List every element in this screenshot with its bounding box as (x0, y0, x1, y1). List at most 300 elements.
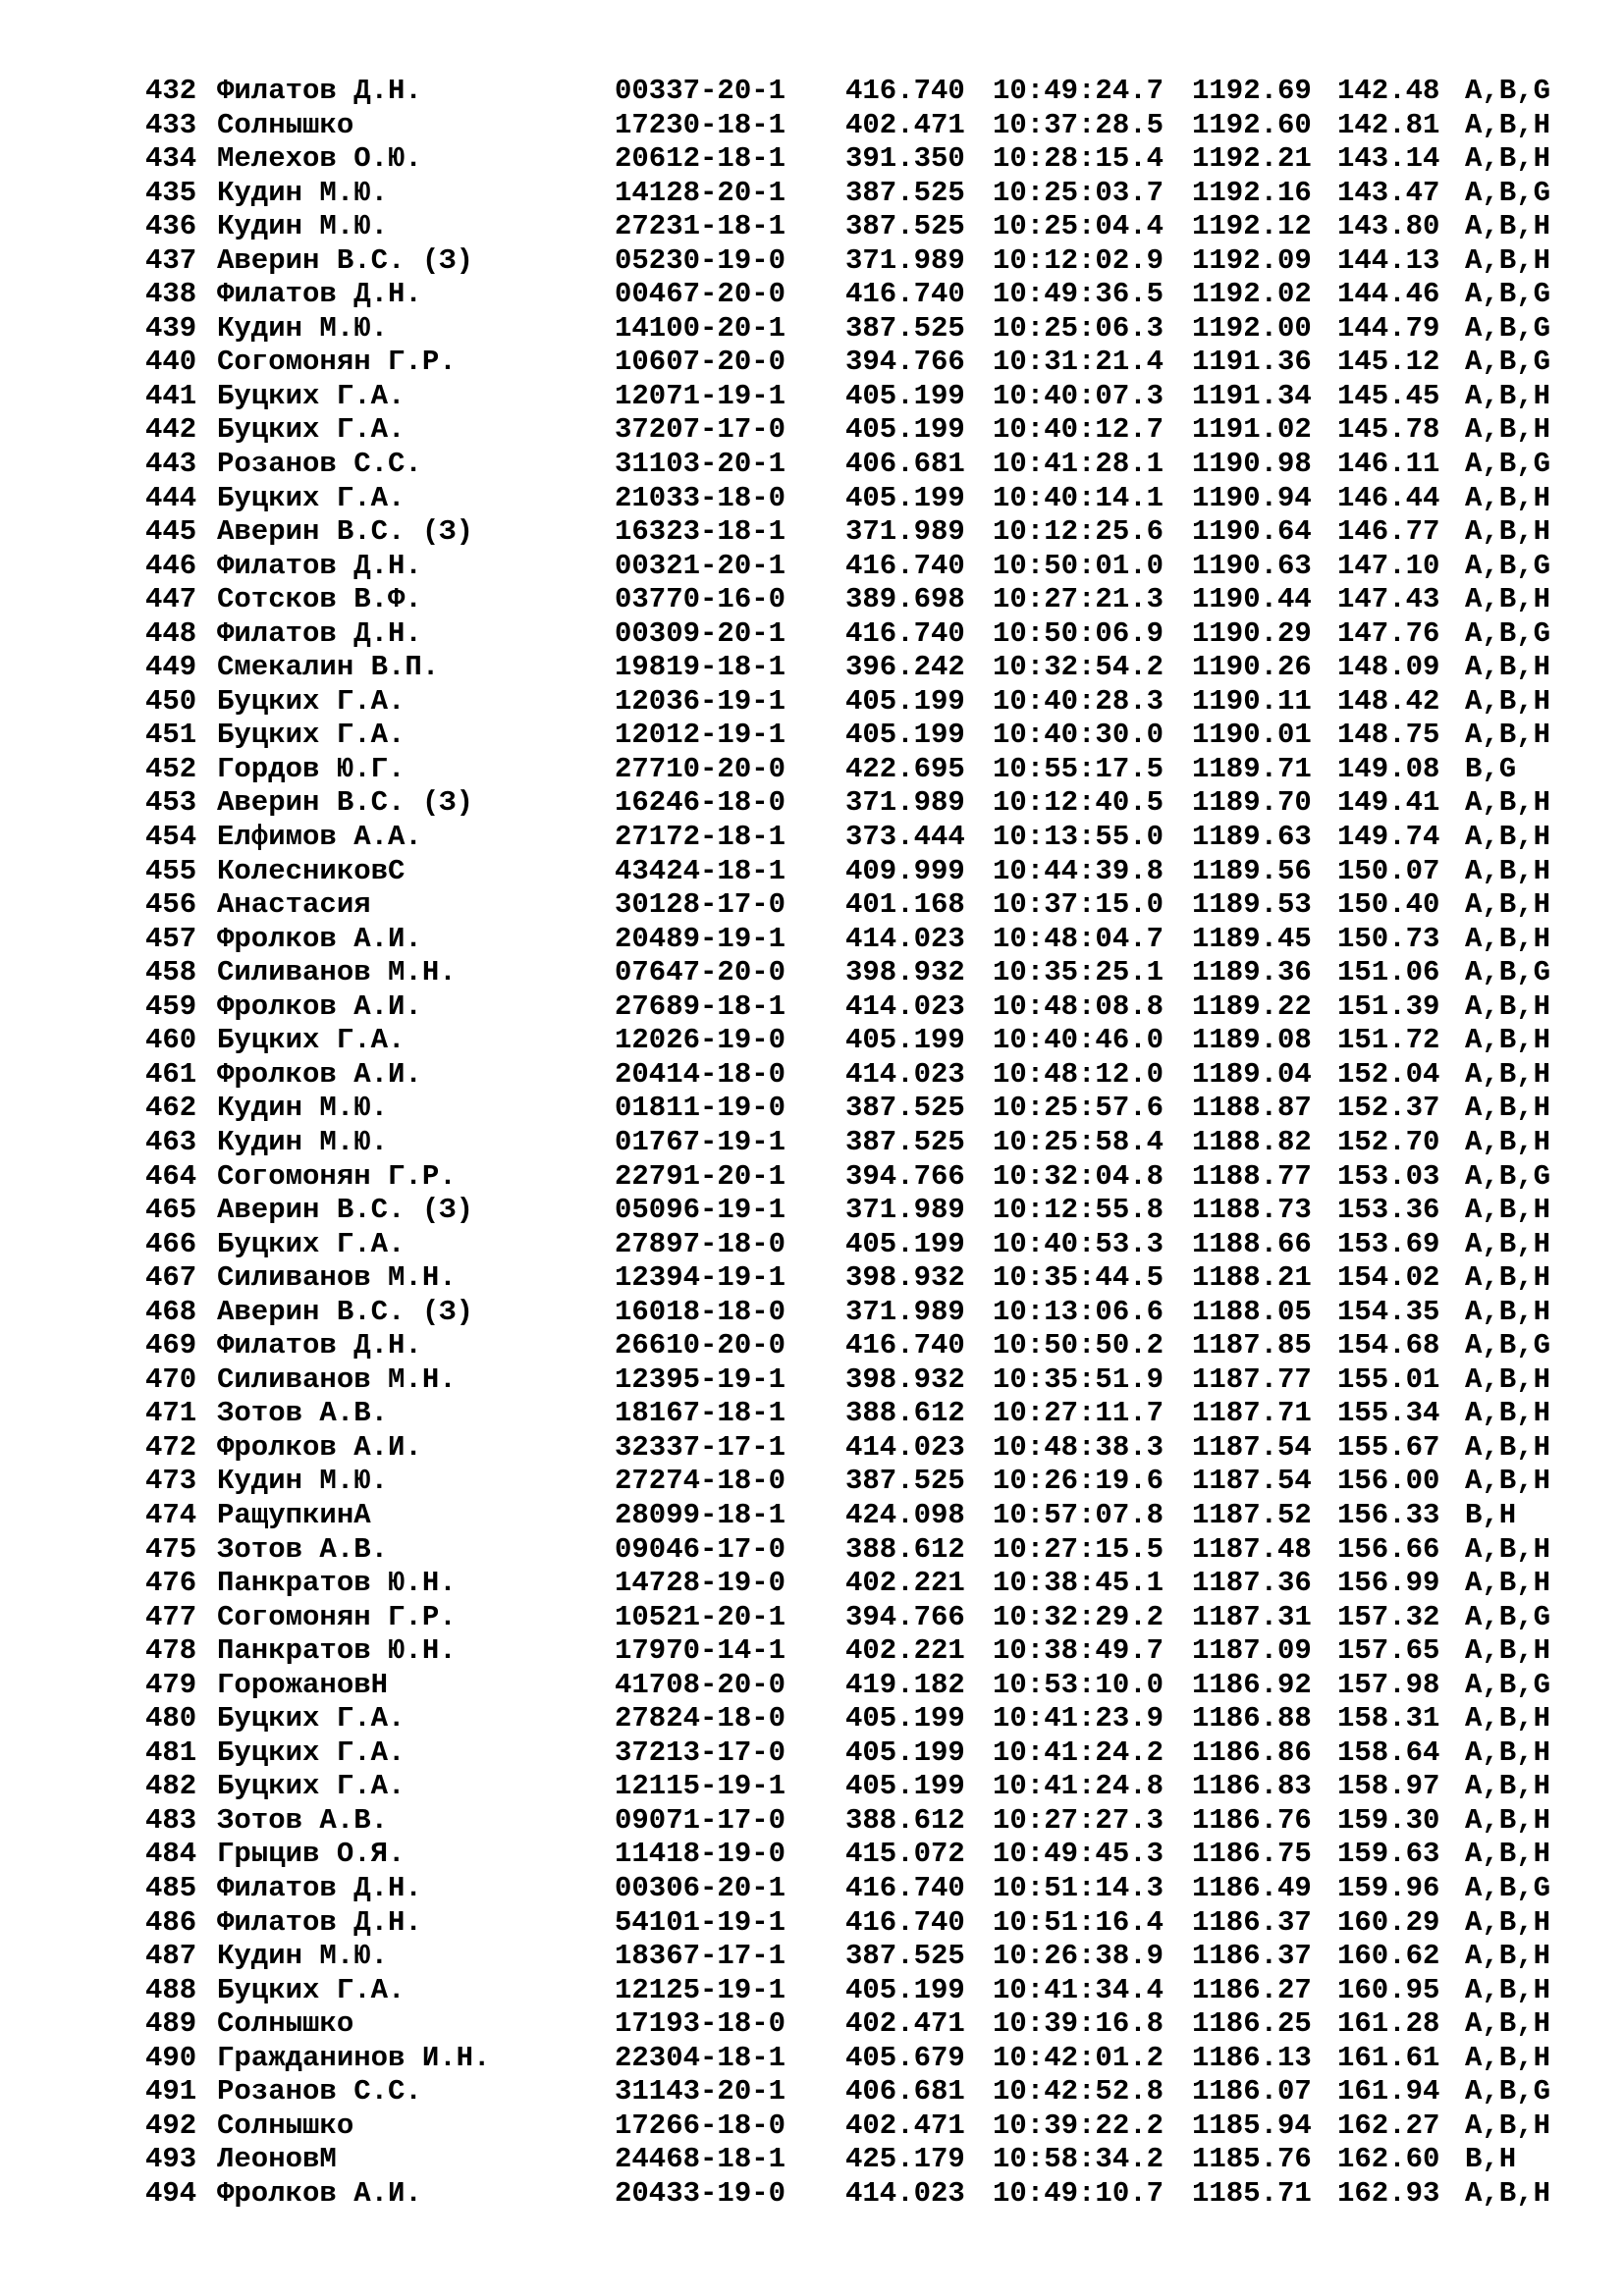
row-speed: 1188.66 (1192, 1227, 1312, 1260)
row-place: 446 (145, 549, 197, 582)
row-coef: 145.12 (1337, 346, 1440, 379)
row-time: 10:27:21.3 (993, 583, 1164, 616)
row-distance: 406.681 (845, 2075, 965, 2109)
row-time: 10:41:23.9 (993, 1702, 1164, 1735)
row-time: 10:27:11.7 (993, 1397, 1164, 1430)
row-name: Филатов Д.Н. (217, 75, 422, 107)
row-groups: A,B,H (1465, 1702, 1551, 1735)
row-place: 454 (145, 821, 197, 854)
row-ring: 05230-19-0 (615, 243, 786, 277)
row-speed: 1186.86 (1192, 1735, 1312, 1769)
row-time: 10:58:34.2 (993, 2143, 1164, 2176)
row-coef: 160.62 (1337, 1940, 1440, 1973)
row-time: 10:57:07.8 (993, 1498, 1164, 1531)
table-row (145, 855, 1550, 889)
table-row (145, 923, 1550, 957)
row-speed: 1187.77 (1192, 1362, 1312, 1396)
row-name: Елфимов А.А. (217, 821, 422, 854)
row-groups: A,B,H (1465, 2007, 1551, 2041)
table-row (145, 177, 1550, 211)
row-place: 458 (145, 956, 197, 989)
row-time: 10:40:46.0 (993, 1024, 1164, 1057)
row-ring: 37207-17-0 (615, 413, 786, 447)
row-place: 476 (145, 1567, 197, 1600)
row-groups: A,B,H (1465, 1261, 1551, 1295)
row-coef: 156.99 (1337, 1567, 1440, 1600)
row-place: 481 (145, 1735, 197, 1769)
row-groups: A,B,H (1465, 1092, 1551, 1125)
table-row (145, 1363, 1550, 1398)
row-groups: A,B,H (1465, 1567, 1551, 1600)
row-distance: 402.471 (845, 2007, 965, 2041)
row-coef: 147.10 (1337, 549, 1440, 582)
table-row (145, 109, 1550, 143)
row-time: 10:40:12.7 (993, 413, 1164, 447)
row-ring: 12125-19-1 (615, 1973, 786, 2006)
table-row (145, 821, 1550, 855)
row-coef: 151.39 (1337, 989, 1440, 1023)
row-name: Кудин М.Ю. (217, 1092, 389, 1125)
row-place: 475 (145, 1532, 197, 1566)
row-coef: 156.66 (1337, 1532, 1440, 1566)
row-coef: 145.45 (1337, 379, 1440, 412)
row-place: 455 (145, 854, 197, 887)
row-ring: 14100-20-1 (615, 311, 786, 345)
row-distance: 405.199 (845, 1227, 965, 1260)
row-coef: 162.93 (1337, 2176, 1440, 2210)
row-place: 479 (145, 1668, 197, 1701)
row-speed: 1188.77 (1192, 1159, 1312, 1193)
table-row (145, 1669, 1550, 1703)
row-place: 485 (145, 1871, 197, 1904)
row-groups: A,B,G (1465, 2075, 1551, 2109)
row-speed: 1186.27 (1192, 1973, 1312, 2006)
row-ring: 54101-19-1 (615, 1905, 786, 1939)
row-distance: 389.698 (845, 583, 965, 616)
row-ring: 00306-20-1 (615, 1871, 786, 1904)
row-distance: 406.681 (845, 448, 965, 481)
row-place: 488 (145, 1973, 197, 2006)
table-row (145, 448, 1550, 482)
table-row (145, 1601, 1550, 1635)
row-coef: 152.70 (1337, 1125, 1440, 1158)
row-time: 10:25:58.4 (993, 1125, 1164, 1158)
row-place: 487 (145, 1940, 197, 1973)
row-groups: A,B,H (1465, 719, 1551, 752)
table-row (145, 1296, 1550, 1330)
row-distance: 424.098 (845, 1498, 965, 1531)
row-distance: 387.525 (845, 1092, 965, 1125)
row-coef: 142.81 (1337, 108, 1440, 141)
row-place: 440 (145, 346, 197, 379)
row-speed: 1190.11 (1192, 684, 1312, 718)
row-groups: A,B,G (1465, 1329, 1551, 1362)
row-distance: 402.471 (845, 108, 965, 141)
row-name: ЛеоновМ (217, 2143, 337, 2176)
table-row (145, 142, 1550, 177)
row-distance: 396.242 (845, 651, 965, 684)
table-row (145, 312, 1550, 347)
row-place: 472 (145, 1430, 197, 1464)
row-speed: 1190.01 (1192, 719, 1312, 752)
table-row (145, 1567, 1550, 1601)
row-time: 10:39:16.8 (993, 2007, 1164, 2041)
row-coef: 146.11 (1337, 448, 1440, 481)
row-time: 10:49:24.7 (993, 75, 1164, 107)
table-row (145, 1329, 1550, 1363)
row-ring: 19819-18-1 (615, 651, 786, 684)
row-speed: 1187.31 (1192, 1600, 1312, 1633)
row-name: Кудин М.Ю. (217, 176, 389, 209)
row-coef: 162.27 (1337, 2109, 1440, 2142)
row-name: Согомонян Г.Р. (217, 1600, 457, 1633)
row-name: Филатов Д.Н. (217, 1905, 422, 1939)
row-name: Кудин М.Ю. (217, 1940, 389, 1973)
row-coef: 142.48 (1337, 75, 1440, 107)
row-groups: A,B,H (1465, 583, 1551, 616)
row-ring: 24468-18-1 (615, 2143, 786, 2176)
row-name: Панкратов Ю.Н. (217, 1567, 457, 1600)
row-name: Буцких Г.А. (217, 1702, 406, 1735)
row-coef: 155.34 (1337, 1397, 1440, 1430)
table-row (145, 346, 1550, 380)
row-time: 10:40:07.3 (993, 379, 1164, 412)
row-ring: 17193-18-0 (615, 2007, 786, 2041)
row-place: 466 (145, 1227, 197, 1260)
row-distance: 416.740 (845, 75, 965, 107)
row-place: 484 (145, 1838, 197, 1871)
row-distance: 401.168 (845, 888, 965, 922)
row-time: 10:40:28.3 (993, 684, 1164, 718)
row-name: Кудин М.Ю. (217, 1125, 389, 1158)
row-place: 441 (145, 379, 197, 412)
table-row (145, 990, 1550, 1025)
row-place: 453 (145, 786, 197, 820)
table-row (145, 380, 1550, 414)
table-row (145, 413, 1550, 448)
table-row (145, 1906, 1550, 1941)
row-ring: 12026-19-0 (615, 1024, 786, 1057)
row-name: Аверин В.С. (З) (217, 786, 474, 820)
row-ring: 11418-19-0 (615, 1838, 786, 1871)
row-name: Фролков А.И. (217, 1057, 422, 1091)
row-distance: 416.740 (845, 1871, 965, 1904)
row-name: Аверин В.С. (З) (217, 243, 474, 277)
row-groups: A,B,G (1465, 75, 1551, 107)
row-place: 457 (145, 922, 197, 955)
row-speed: 1186.13 (1192, 2041, 1312, 2074)
row-ring: 21033-18-0 (615, 481, 786, 514)
row-groups: A,B,G (1465, 448, 1551, 481)
row-name: Аверин В.С. (З) (217, 1194, 474, 1227)
row-speed: 1187.52 (1192, 1498, 1312, 1531)
row-distance: 371.989 (845, 515, 965, 549)
row-time: 10:55:17.5 (993, 752, 1164, 785)
row-distance: 416.740 (845, 1329, 965, 1362)
row-name: Смекалин В.П. (217, 651, 440, 684)
row-ring: 12394-19-1 (615, 1261, 786, 1295)
row-time: 10:40:53.3 (993, 1227, 1164, 1260)
row-ring: 10607-20-0 (615, 346, 786, 379)
row-speed: 1187.36 (1192, 1567, 1312, 1600)
row-time: 10:41:24.2 (993, 1735, 1164, 1769)
row-speed: 1187.48 (1192, 1532, 1312, 1566)
row-distance: 414.023 (845, 1057, 965, 1091)
row-speed: 1190.44 (1192, 583, 1312, 616)
row-coef: 153.03 (1337, 1159, 1440, 1193)
table-row (145, 719, 1550, 753)
row-place: 471 (145, 1397, 197, 1430)
row-place: 451 (145, 719, 197, 752)
row-place: 450 (145, 684, 197, 718)
row-coef: 158.64 (1337, 1735, 1440, 1769)
row-groups: A,B,H (1465, 210, 1551, 243)
row-groups: A,B,H (1465, 2176, 1551, 2210)
row-place: 436 (145, 210, 197, 243)
row-distance: 398.932 (845, 956, 965, 989)
row-groups: A,B,H (1465, 1940, 1551, 1973)
row-coef: 152.37 (1337, 1092, 1440, 1125)
row-name: Кудин М.Ю. (217, 311, 389, 345)
row-time: 10:27:15.5 (993, 1532, 1164, 1566)
row-time: 10:48:38.3 (993, 1430, 1164, 1464)
table-row (145, 1092, 1550, 1126)
row-ring: 27824-18-0 (615, 1702, 786, 1735)
table-row (145, 1397, 1550, 1431)
row-time: 10:53:10.0 (993, 1668, 1164, 1701)
table-row (145, 685, 1550, 720)
row-place: 493 (145, 2143, 197, 2176)
row-coef: 150.73 (1337, 922, 1440, 955)
row-ring: 12395-19-1 (615, 1362, 786, 1396)
row-speed: 1188.82 (1192, 1125, 1312, 1158)
row-place: 477 (145, 1600, 197, 1633)
row-distance: 398.932 (845, 1261, 965, 1295)
row-name: Зотов А.В. (217, 1397, 389, 1430)
row-time: 10:42:01.2 (993, 2041, 1164, 2074)
row-time: 10:50:01.0 (993, 549, 1164, 582)
row-distance: 371.989 (845, 243, 965, 277)
row-groups: A,B,H (1465, 1057, 1551, 1091)
row-ring: 27172-18-1 (615, 821, 786, 854)
row-place: 470 (145, 1362, 197, 1396)
row-place: 449 (145, 651, 197, 684)
row-distance: 388.612 (845, 1397, 965, 1430)
row-speed: 1186.07 (1192, 2075, 1312, 2109)
table-row (145, 482, 1550, 516)
row-speed: 1190.63 (1192, 549, 1312, 582)
row-ring: 27274-18-0 (615, 1465, 786, 1498)
row-groups: A,B,H (1465, 2041, 1551, 2074)
row-time: 10:12:40.5 (993, 786, 1164, 820)
row-place: 447 (145, 583, 197, 616)
row-distance: 405.199 (845, 1702, 965, 1735)
row-speed: 1188.73 (1192, 1194, 1312, 1227)
row-coef: 161.28 (1337, 2007, 1440, 2041)
row-groups: A,B,H (1465, 888, 1551, 922)
row-groups: A,B,H (1465, 1465, 1551, 1498)
row-speed: 1192.12 (1192, 210, 1312, 243)
row-time: 10:26:19.6 (993, 1465, 1164, 1498)
row-ring: 01811-19-0 (615, 1092, 786, 1125)
row-groups: A,B,H (1465, 2109, 1551, 2142)
row-coef: 143.80 (1337, 210, 1440, 243)
table-row (145, 1194, 1550, 1228)
row-ring: 00467-20-0 (615, 278, 786, 311)
row-distance: 425.179 (845, 2143, 965, 2176)
row-coef: 150.07 (1337, 854, 1440, 887)
row-distance: 405.199 (845, 1973, 965, 2006)
row-distance: 405.679 (845, 2041, 965, 2074)
row-groups: A,B,H (1465, 651, 1551, 684)
row-name: Буцких Г.А. (217, 379, 406, 412)
row-distance: 387.525 (845, 210, 965, 243)
row-distance: 388.612 (845, 1532, 965, 1566)
row-ring: 00337-20-1 (615, 75, 786, 107)
row-ring: 30128-17-0 (615, 888, 786, 922)
table-row (145, 1160, 1550, 1195)
row-ring: 00321-20-1 (615, 549, 786, 582)
row-name: Зотов А.В. (217, 1803, 389, 1837)
row-name: Фролков А.И. (217, 922, 422, 955)
row-time: 10:35:44.5 (993, 1261, 1164, 1295)
row-time: 10:49:45.3 (993, 1838, 1164, 1871)
row-speed: 1187.71 (1192, 1397, 1312, 1430)
row-coef: 155.67 (1337, 1430, 1440, 1464)
row-time: 10:31:21.4 (993, 346, 1164, 379)
row-time: 10:35:25.1 (993, 956, 1164, 989)
row-name: Буцких Г.А. (217, 1770, 406, 1803)
row-speed: 1190.26 (1192, 651, 1312, 684)
row-place: 491 (145, 2075, 197, 2109)
row-coef: 145.78 (1337, 413, 1440, 447)
row-name: Розанов С.С. (217, 448, 422, 481)
row-place: 460 (145, 1024, 197, 1057)
row-time: 10:40:30.0 (993, 719, 1164, 752)
row-speed: 1192.69 (1192, 75, 1312, 107)
table-row (145, 651, 1550, 685)
row-place: 448 (145, 616, 197, 650)
row-groups: A,B,H (1465, 1905, 1551, 1939)
row-place: 463 (145, 1125, 197, 1158)
row-distance: 415.072 (845, 1838, 965, 1871)
row-ring: 14728-19-0 (615, 1567, 786, 1600)
row-ring: 20612-18-1 (615, 142, 786, 176)
row-groups: B,G (1465, 752, 1517, 785)
row-ring: 00309-20-1 (615, 616, 786, 650)
row-distance: 416.740 (845, 549, 965, 582)
row-coef: 147.76 (1337, 616, 1440, 650)
row-ring: 16018-18-0 (615, 1295, 786, 1328)
row-speed: 1192.60 (1192, 108, 1312, 141)
row-place: 444 (145, 481, 197, 514)
row-name: Филатов Д.Н. (217, 278, 422, 311)
row-place: 452 (145, 752, 197, 785)
row-coef: 156.00 (1337, 1465, 1440, 1498)
row-groups: A,B,H (1465, 1532, 1551, 1566)
row-ring: 27231-18-1 (615, 210, 786, 243)
row-place: 482 (145, 1770, 197, 1803)
table-row (145, 1838, 1550, 1872)
row-distance: 402.471 (845, 2109, 965, 2142)
row-time: 10:41:24.8 (993, 1770, 1164, 1803)
row-distance: 414.023 (845, 922, 965, 955)
row-speed: 1189.04 (1192, 1057, 1312, 1091)
table-row (145, 1024, 1550, 1058)
row-groups: B,H (1465, 1498, 1517, 1531)
row-coef: 159.30 (1337, 1803, 1440, 1837)
row-distance: 391.350 (845, 142, 965, 176)
row-ring: 18367-17-1 (615, 1940, 786, 1973)
row-ring: 12036-19-1 (615, 684, 786, 718)
row-place: 461 (145, 1057, 197, 1091)
row-groups: A,B,H (1465, 243, 1551, 277)
row-ring: 43424-18-1 (615, 854, 786, 887)
row-place: 478 (145, 1634, 197, 1668)
row-coef: 160.29 (1337, 1905, 1440, 1939)
row-ring: 20414-18-0 (615, 1057, 786, 1091)
row-coef: 154.02 (1337, 1261, 1440, 1295)
row-time: 10:40:14.1 (993, 481, 1164, 514)
row-distance: 405.199 (845, 719, 965, 752)
row-distance: 394.766 (845, 1159, 965, 1193)
row-speed: 1185.76 (1192, 2143, 1312, 2176)
row-name: Буцких Г.А. (217, 1735, 406, 1769)
row-coef: 146.77 (1337, 515, 1440, 549)
row-name: Кудин М.Ю. (217, 210, 389, 243)
row-speed: 1185.94 (1192, 2109, 1312, 2142)
row-ring: 17970-14-1 (615, 1634, 786, 1668)
table-row (145, 244, 1550, 279)
table-row (145, 1872, 1550, 1906)
table-row (145, 1499, 1550, 1533)
row-speed: 1186.83 (1192, 1770, 1312, 1803)
row-ring: 05096-19-1 (615, 1194, 786, 1227)
row-distance: 371.989 (845, 786, 965, 820)
row-distance: 387.525 (845, 311, 965, 345)
row-ring: 16323-18-1 (615, 515, 786, 549)
row-speed: 1187.85 (1192, 1329, 1312, 1362)
table-row (145, 753, 1550, 787)
row-speed: 1187.09 (1192, 1634, 1312, 1668)
row-time: 10:44:39.8 (993, 854, 1164, 887)
row-coef: 151.06 (1337, 956, 1440, 989)
row-coef: 149.08 (1337, 752, 1440, 785)
row-groups: A,B,H (1465, 1770, 1551, 1803)
row-speed: 1186.92 (1192, 1668, 1312, 1701)
table-row (145, 1804, 1550, 1839)
row-distance: 414.023 (845, 989, 965, 1023)
row-groups: A,B,H (1465, 1973, 1551, 2006)
row-name: Солнышко (217, 108, 354, 141)
row-name: Мелехов О.Ю. (217, 142, 422, 176)
row-speed: 1185.71 (1192, 2176, 1312, 2210)
row-speed: 1190.94 (1192, 481, 1312, 514)
row-coef: 143.47 (1337, 176, 1440, 209)
row-distance: 405.199 (845, 1735, 965, 1769)
row-coef: 144.46 (1337, 278, 1440, 311)
row-ring: 37213-17-0 (615, 1735, 786, 1769)
row-ring: 20433-19-0 (615, 2176, 786, 2210)
row-speed: 1186.49 (1192, 1871, 1312, 1904)
row-speed: 1192.21 (1192, 142, 1312, 176)
table-row (145, 75, 1550, 109)
row-name: Буцких Г.А. (217, 684, 406, 718)
row-ring: 18167-18-1 (615, 1397, 786, 1430)
row-ring: 27689-18-1 (615, 989, 786, 1023)
row-ring: 26610-20-0 (615, 1329, 786, 1362)
row-groups: A,B,H (1465, 108, 1551, 141)
